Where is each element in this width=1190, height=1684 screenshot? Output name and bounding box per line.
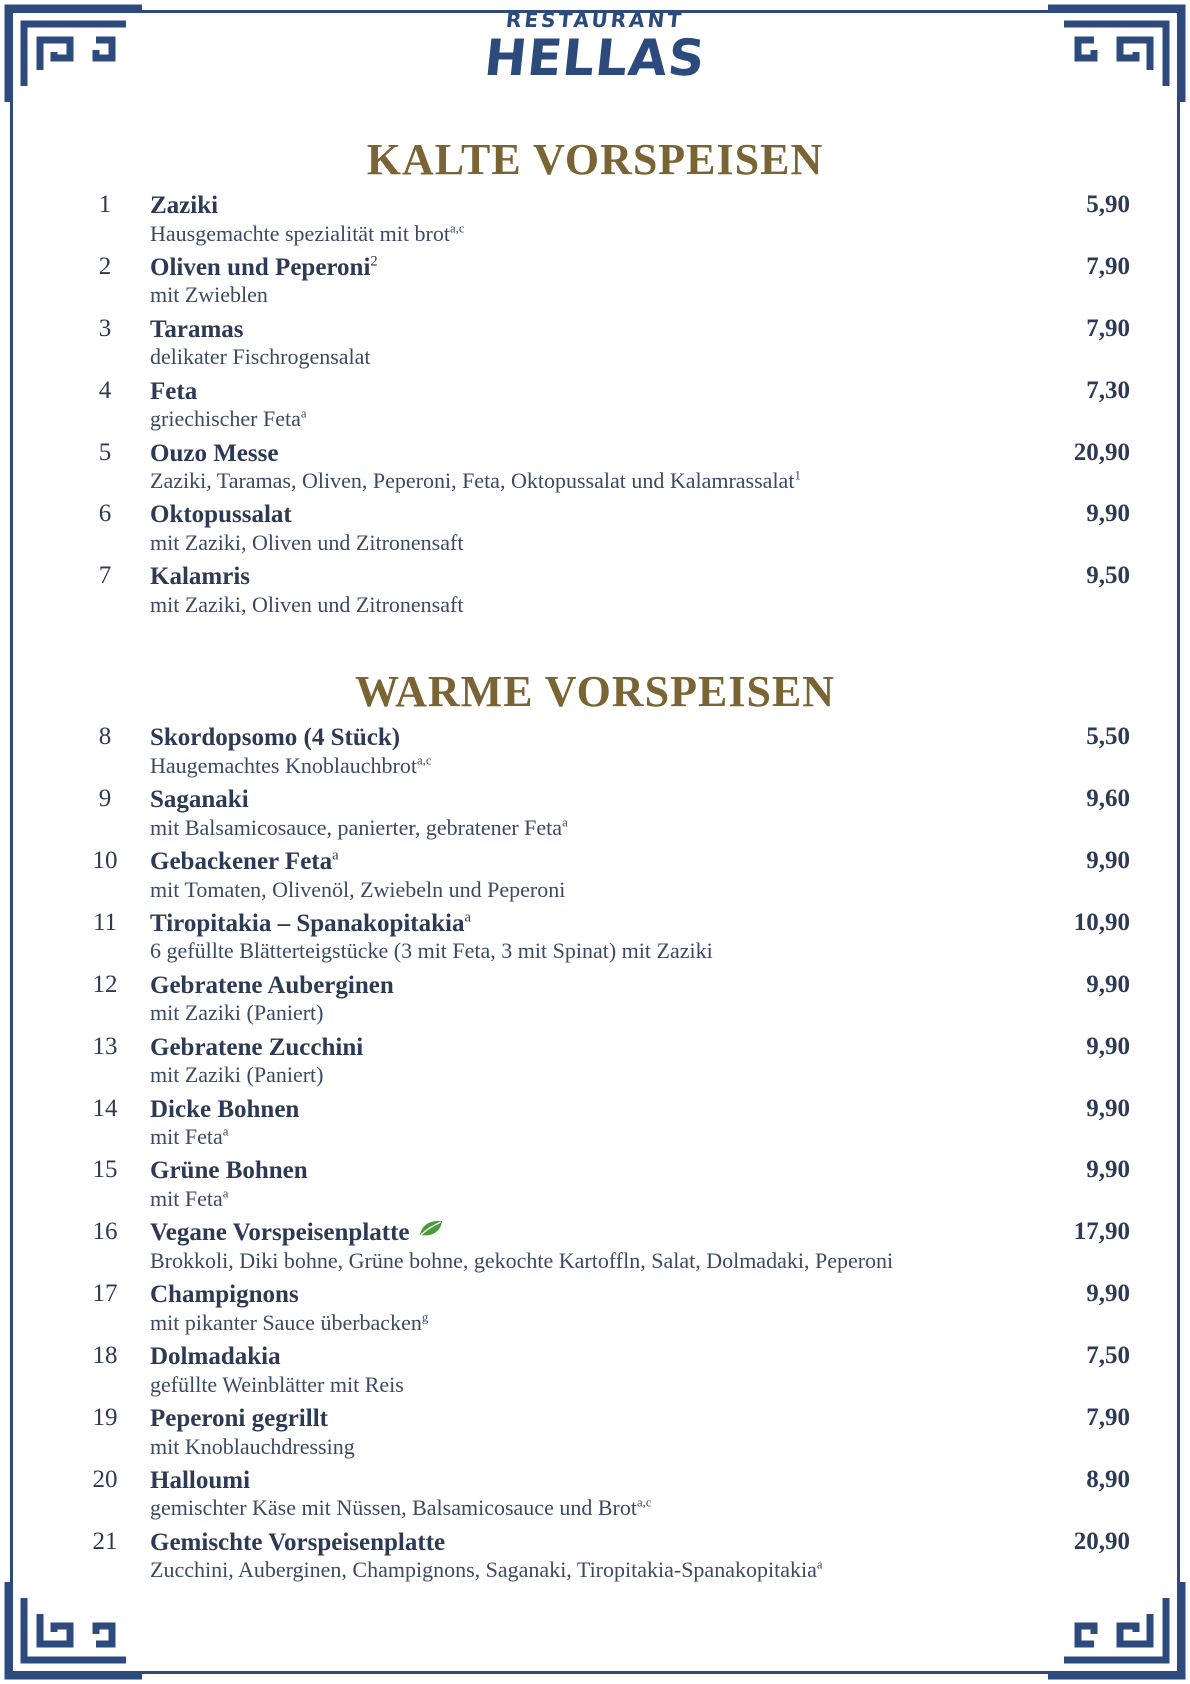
menu-item-description-text: Haugemachtes Knoblauchbrot — [150, 752, 417, 778]
menu-item-description — [150, 344, 970, 376]
menu-item-price: 7,50 — [1086, 1342, 1130, 1370]
menu-item-body — [150, 1342, 970, 1404]
menu-item-name — [150, 1095, 970, 1125]
menu-item-body — [150, 315, 970, 377]
menu-item-name-text: Zaziki — [150, 192, 219, 219]
menu-item-description-text: mit Feta — [150, 1185, 223, 1211]
menu-item-description — [150, 282, 970, 314]
menu-item-body — [150, 1095, 970, 1157]
menu-item-price: 8,90 — [1086, 1465, 1130, 1493]
menu-item-body — [150, 1218, 970, 1280]
menu-item-description — [150, 1557, 970, 1589]
allergen-marker: a — [464, 909, 471, 926]
menu-item-description-text: Zaziki, Taramas, Oliven, Peperoni, Feta, Oktopussalat und Kalamrassalat — [150, 468, 795, 494]
menu-item-price: 9,90 — [1086, 1094, 1130, 1122]
menu-item-row — [60, 971, 1130, 1033]
menu-item-price: 7,90 — [1086, 314, 1130, 342]
menu-item-description-text: delikater Fischrogensalat — [150, 344, 371, 370]
menu-item-name — [150, 847, 970, 877]
menu-item-name-text: Gemischte Vorspeisenplatte — [150, 1528, 446, 1556]
menu-item-row — [60, 1466, 1130, 1528]
menu-item-description-text: mit Zwieblen — [150, 282, 268, 308]
menu-item-name-text: Ouzo Messe — [150, 439, 279, 467]
menu-item-description — [150, 1434, 970, 1466]
menu-item-description-text: 6 gefüllte Blätterteigstücke (3 mit Feta, 3 mit Spinat) mit Zaziki — [150, 938, 713, 964]
menu-item-price: 7,30 — [1086, 376, 1130, 404]
menu-item-number: 4 — [98, 376, 112, 404]
menu-item-body — [150, 1033, 970, 1095]
menu-item-description-text: mit Feta — [150, 1124, 223, 1150]
menu-item-name — [150, 439, 970, 469]
menu-item-description — [150, 468, 970, 500]
menu-item-name — [150, 500, 970, 530]
menu-item-description — [150, 815, 970, 847]
menu-item-name — [150, 253, 970, 283]
menu-item-price: 20,90 — [1073, 1527, 1130, 1555]
menu-item-description-text: mit Balsamicosauce, panierter, gebratener Feta — [150, 814, 563, 840]
menu-item-description-text: Brokkoli, Diki bohne, Grüne bohne, gekochte Kartoffln, Salat, Dolmadaki, Peperoni — [150, 1247, 894, 1273]
menu-item-number: 19 — [92, 1404, 118, 1432]
menu-item-description — [150, 1124, 970, 1156]
allergen-marker: a,c — [636, 1496, 652, 1511]
menu-item-description-text: mit Zaziki (Paniert) — [150, 1000, 324, 1026]
menu-item-number: 16 — [92, 1218, 118, 1246]
menu-item-name — [150, 723, 970, 753]
menu-item-number: 20 — [92, 1465, 118, 1493]
menu-item-row — [60, 253, 1130, 315]
menu-item-name — [150, 1342, 970, 1372]
menu-item-number: 21 — [92, 1527, 118, 1555]
menu-item-number: 1 — [98, 191, 112, 218]
menu-item-number: 18 — [92, 1342, 118, 1370]
menu-item-description — [150, 938, 970, 970]
allergen-marker: a — [300, 406, 307, 421]
menu-item-name — [150, 377, 970, 407]
menu-item-name-text: Grüne Bohnen — [150, 1157, 308, 1185]
menu-item-body — [150, 1404, 970, 1466]
menu-item-price: 5,90 — [1086, 191, 1130, 218]
menu-item-row — [60, 1342, 1130, 1404]
menu-item-name — [150, 909, 970, 939]
menu-item-name — [150, 971, 970, 1001]
logo-main-line: HELLAS — [481, 29, 709, 87]
menu-item-body — [150, 253, 970, 315]
menu-item-name-text: Dolmadakia — [150, 1343, 281, 1371]
menu-item-number: 7 — [98, 562, 112, 590]
menu-item-row — [60, 1095, 1130, 1157]
menu-item-name-text: Saganaki — [150, 786, 249, 814]
menu-item-row — [60, 1280, 1130, 1342]
menu-item-description — [150, 530, 970, 562]
menu-item-body — [150, 723, 970, 785]
allergen-marker: 1 — [794, 468, 801, 483]
menu-item-price: 17,90 — [1073, 1218, 1130, 1246]
menu-item-number: 11 — [92, 908, 118, 936]
menu-item-description-text: mit Zaziki, Oliven und Zitronensaft — [150, 591, 464, 617]
menu-item-name — [150, 191, 970, 221]
menu-item-row — [60, 1404, 1130, 1466]
menu-item-description — [150, 1248, 970, 1280]
menu-item-name — [150, 1033, 970, 1063]
menu-item-name — [150, 315, 970, 345]
menu-item-row — [60, 315, 1130, 377]
menu-item-name — [150, 1466, 970, 1496]
allergen-marker: a — [562, 815, 568, 830]
menu-item-number: 3 — [98, 314, 112, 342]
menu-content — [60, 120, 1130, 1590]
menu-item-price: 7,90 — [1086, 252, 1130, 280]
menu-item-number: 2 — [98, 252, 112, 280]
menu-item-description-text: mit pikanter Sauce überbacken — [150, 1309, 422, 1335]
menu-item-description-text: Hausgemachte spezialität mit brot — [150, 220, 450, 246]
menu-item-name-text: Skordopsomo (4 Stück) — [150, 724, 401, 752]
menu-item-name — [150, 1404, 970, 1434]
menu-item-name — [150, 1280, 970, 1310]
menu-item-body — [150, 1466, 970, 1528]
menu-item-number: 8 — [98, 723, 112, 751]
menu-item-description-text: mit Zaziki, Oliven und Zitronensaft — [150, 529, 464, 555]
menu-item-row — [60, 909, 1130, 971]
menu-item-body — [150, 909, 970, 971]
menu-item-description — [150, 406, 970, 438]
menu-item-row — [60, 562, 1130, 624]
menu-item-price: 7,90 — [1086, 1404, 1130, 1432]
menu-item-name — [150, 1156, 970, 1186]
menu-item-row — [60, 500, 1130, 562]
menu-item-body — [150, 439, 970, 501]
menu-item-row — [60, 439, 1130, 501]
menu-item-description-text: gefüllte Weinblätter mit Reis — [150, 1371, 404, 1397]
menu-item-name-text: Gebratene Auberginen — [150, 971, 394, 999]
menu-item-name-text: Taramas — [150, 315, 244, 343]
menu-item-description-text: mit Tomaten, Olivenöl, Zwiebeln und Peperoni — [150, 876, 566, 902]
menu-item-row — [60, 785, 1130, 847]
vegan-leaf-icon — [418, 1218, 444, 1244]
menu-item-description — [150, 1372, 970, 1404]
allergen-marker: a — [332, 847, 339, 864]
menu-item-number: 15 — [92, 1156, 118, 1184]
menu-item-body — [150, 1280, 970, 1342]
menu-item-row — [60, 1218, 1130, 1280]
menu-item-name — [150, 1528, 970, 1558]
menu-item-name-text: Peperoni gegrillt — [150, 1405, 328, 1433]
menu-item-description — [150, 1000, 970, 1032]
greek-key-corner-bottom-right-icon — [1040, 1574, 1190, 1684]
menu-item-number: 5 — [98, 438, 112, 466]
allergen-marker: 2 — [370, 253, 378, 270]
menu-item-body — [150, 847, 970, 909]
allergen-marker: a — [222, 1186, 229, 1201]
greek-key-corner-bottom-left-icon — [0, 1574, 150, 1684]
menu-item-row — [60, 723, 1130, 785]
allergen-marker: a,c — [416, 753, 432, 768]
menu-item-name-text: Gebratene Zucchini — [150, 1033, 364, 1061]
menu-item-name — [150, 562, 970, 592]
menu-item-description — [150, 221, 970, 253]
allergen-marker: g — [421, 1310, 429, 1325]
menu-item-price: 9,90 — [1086, 1156, 1130, 1184]
menu-item-price: 10,90 — [1073, 908, 1130, 936]
menu-item-description — [150, 1186, 970, 1218]
menu-item-row — [60, 191, 1130, 253]
menu-item-price: 9,60 — [1086, 785, 1130, 813]
menu-item-number: 14 — [92, 1094, 118, 1122]
allergen-marker: a — [816, 1557, 823, 1572]
menu-item-body — [150, 1528, 970, 1590]
menu-item-row — [60, 1033, 1130, 1095]
menu-item-description — [150, 1310, 970, 1342]
menu-item-price: 9,90 — [1086, 970, 1130, 998]
menu-item-row — [60, 847, 1130, 909]
menu-item-name-text: Kalamris — [150, 563, 250, 591]
menu-item-name-text: Vegane Vorspeisenplatte — [150, 1219, 410, 1247]
menu-item-name-text: Tiropitakia – Spanakopitakia — [150, 909, 465, 937]
menu-item-description-text: griechischer Feta — [150, 406, 301, 432]
menu-item-description-text: gemischter Käse mit Nüssen, Balsamicosauce und Brot — [150, 1495, 637, 1521]
menu-item-price: 5,50 — [1086, 723, 1130, 751]
menu-item-body — [150, 785, 970, 847]
logo-top-line: RESTAURANT — [504, 8, 686, 32]
menu-item-body — [150, 191, 970, 253]
menu-item-number: 10 — [92, 847, 118, 875]
menu-item-name — [150, 785, 970, 815]
menu-item-name-text: Champignons — [150, 1281, 299, 1309]
menu-table-warme-vorspeisen — [60, 723, 1130, 1589]
menu-item-description — [150, 1062, 970, 1094]
menu-item-price: 9,90 — [1086, 847, 1130, 875]
menu-item-row — [60, 1528, 1130, 1590]
menu-item-price: 9,50 — [1086, 562, 1130, 590]
menu-item-name-text: Oliven und Peperoni — [150, 253, 371, 281]
menu-item-description-text: mit Zaziki (Paniert) — [150, 1062, 324, 1088]
menu-item-number: 9 — [98, 785, 112, 813]
menu-item-row — [60, 377, 1130, 439]
menu-item-price: 9,90 — [1086, 500, 1130, 528]
menu-item-row — [60, 1156, 1130, 1218]
menu-item-description-text: Zucchini, Auberginen, Champignons, Saganaki, Tiropitakia-Spanakopitakia — [150, 1557, 817, 1583]
menu-item-number: 17 — [92, 1280, 118, 1308]
menu-item-name-text: Oktopussalat — [150, 501, 292, 529]
menu-item-name — [150, 1218, 970, 1248]
menu-item-body — [150, 562, 970, 624]
menu-item-description — [150, 753, 970, 785]
menu-item-description — [150, 1495, 970, 1527]
menu-item-price: 20,90 — [1073, 438, 1130, 466]
section-title-warme-vorspeisen: WARME VORSPEISEN — [354, 667, 836, 717]
menu-item-price: 9,90 — [1086, 1032, 1130, 1060]
menu-item-name-text: Feta — [150, 377, 198, 405]
restaurant-logo — [0, 8, 1190, 85]
menu-item-name-text: Gebackener Feta — [150, 848, 333, 876]
menu-item-name-text: Halloumi — [150, 1466, 251, 1494]
section-title-kalte-vorspeisen: KALTE VORSPEISEN — [366, 135, 824, 184]
menu-item-body — [150, 1156, 970, 1218]
menu-item-price: 9,90 — [1086, 1280, 1130, 1308]
menu-item-number: 6 — [98, 500, 112, 528]
menu-table-kalte-vorspeisen — [60, 191, 1130, 624]
menu-item-description — [150, 877, 970, 909]
allergen-marker: a — [222, 1124, 229, 1139]
menu-item-body — [150, 500, 970, 562]
menu-item-name-text: Dicke Bohnen — [150, 1095, 300, 1123]
menu-item-number: 12 — [92, 970, 118, 998]
menu-item-description — [150, 592, 970, 624]
menu-item-number: 13 — [92, 1032, 118, 1060]
menu-item-body — [150, 971, 970, 1033]
menu-item-body — [150, 377, 970, 439]
allergen-marker: a,c — [449, 221, 465, 236]
menu-item-description-text: mit Knoblauchdressing — [150, 1433, 355, 1459]
